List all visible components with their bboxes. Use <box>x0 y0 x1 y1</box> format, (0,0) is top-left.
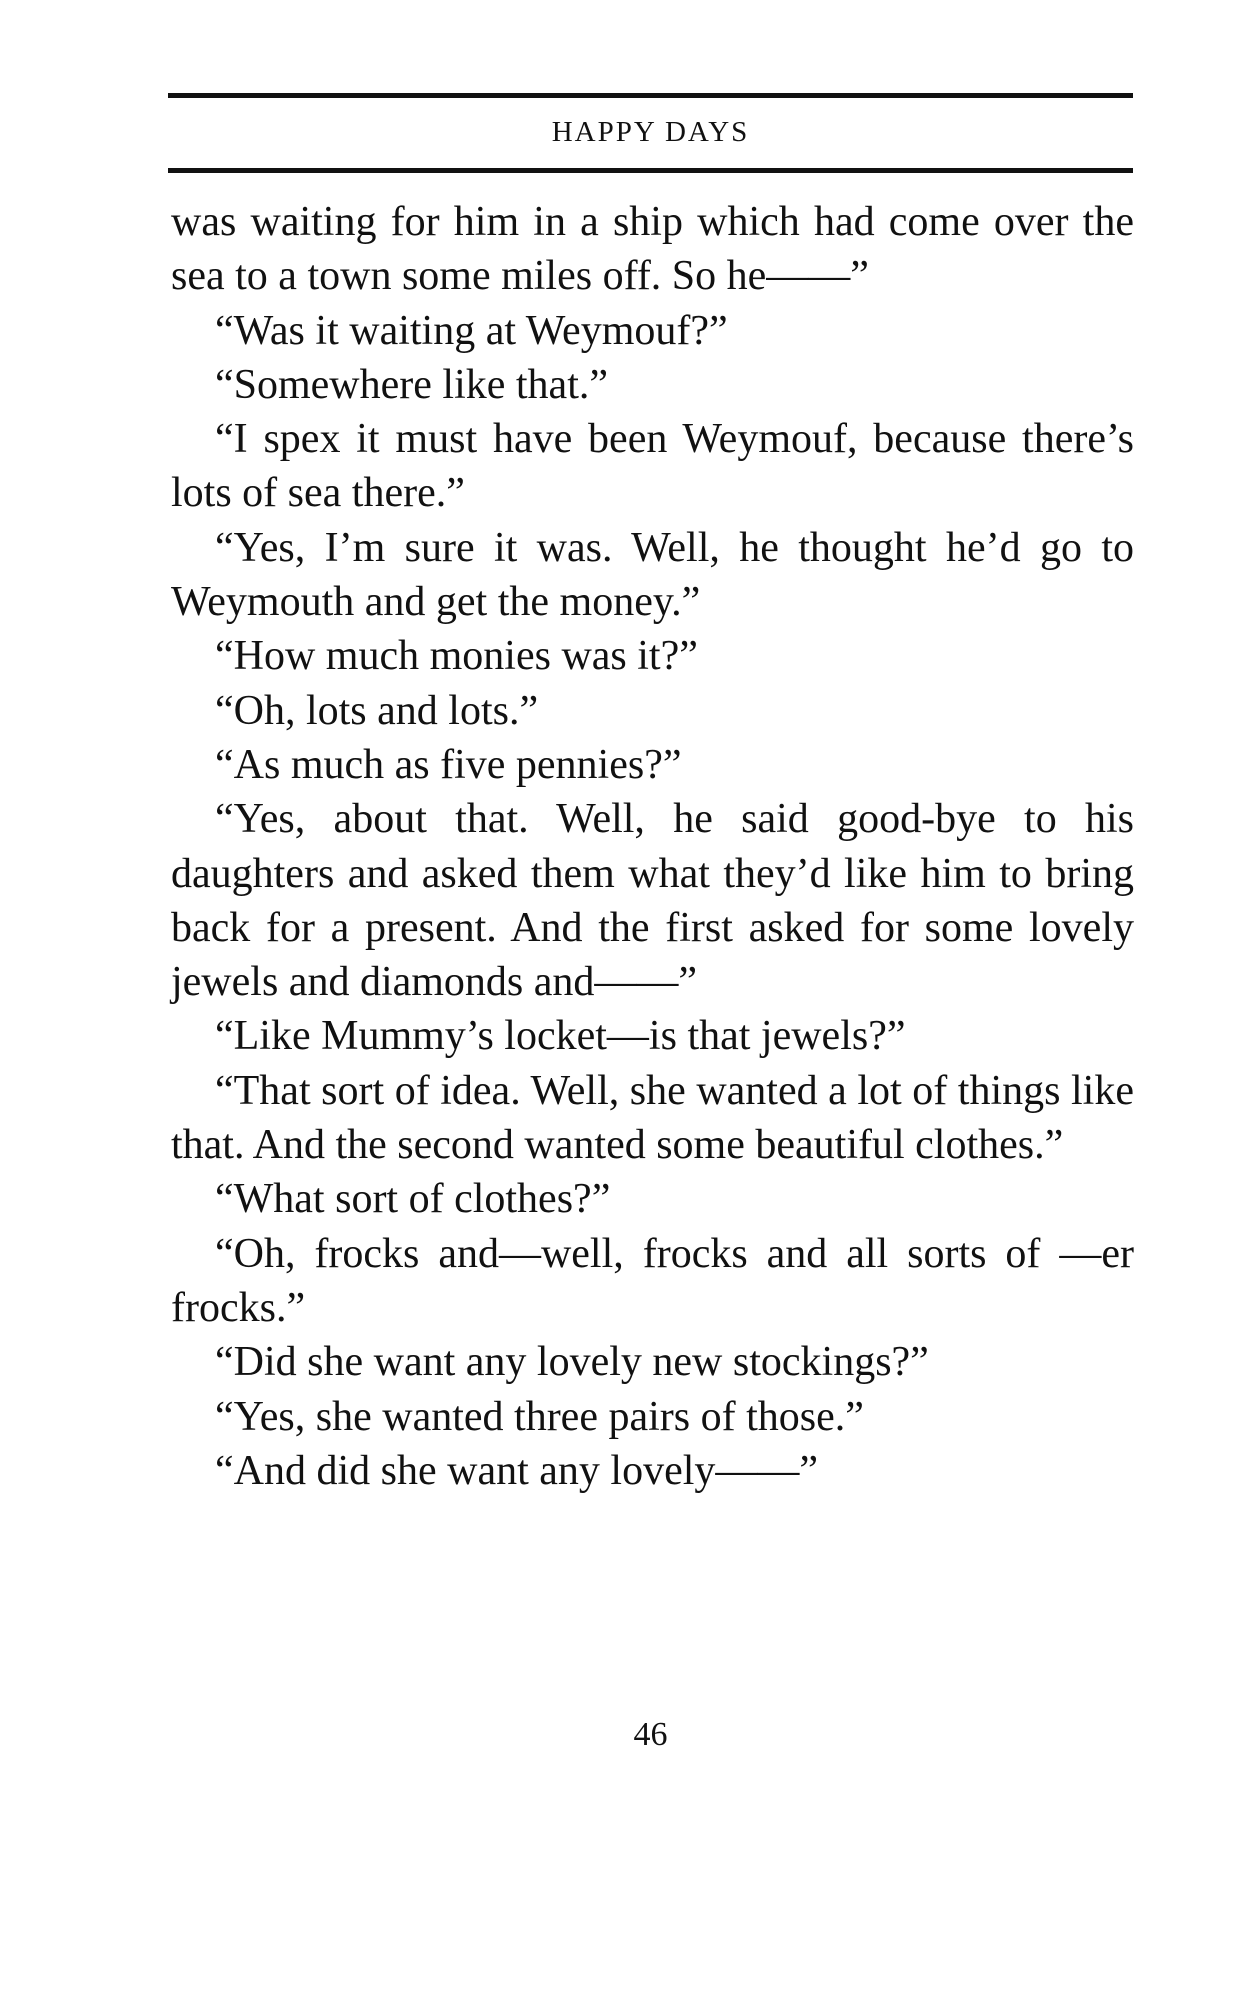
paragraph: “Like Mummy’s locket—is that jewels?” <box>215 1013 906 1060</box>
header-top-rule <box>168 93 1133 98</box>
paragraph: “And did she want any lovely——” <box>215 1447 819 1494</box>
paragraph: “That sort of idea. Well, she wanted a lot of things like that. And the second wanted some beautiful clothes.” <box>171 1067 1134 1169</box>
paragraph: “Was it waiting at Weymouf?” <box>215 307 728 354</box>
running-head: HAPPY DAYS <box>551 116 750 148</box>
paragraph: “Did she want any lovely new stockings?” <box>215 1339 929 1386</box>
paragraph: “Yes, about that. Well, he said good-bye to his daughters and asked them what they’d like him to bring back for a present. And the first asked for some lovely jewels and diamonds and——” <box>171 796 1134 1006</box>
paragraph: “Yes, she wanted three pairs of those.” <box>215 1393 864 1440</box>
page-number: 46 <box>633 1716 668 1753</box>
paragraph: “Oh, lots and lots.” <box>215 687 539 734</box>
paragraph: “As much as five pennies?” <box>215 741 682 788</box>
paragraph: “Yes, I’m sure it was. Well, he thought he’d go to Weymouth and get the money.” <box>171 524 1134 626</box>
paragraph: “Somewhere like that.” <box>215 361 609 408</box>
paragraph: “What sort of clothes?” <box>215 1176 611 1223</box>
paragraph: “I spex it must have been Weymouf, because there’s lots of sea there.” <box>171 416 1134 517</box>
paragraph: was waiting for him in a ship which had come over the sea to a town some miles off. So he——” <box>171 199 1134 300</box>
paragraph: “How much monies was it?” <box>215 633 698 680</box>
body-text <box>171 195 1134 1498</box>
header-bottom-rule <box>168 168 1133 173</box>
paragraph: “Oh, frocks and—well, frocks and all sorts of —er frocks.” <box>171 1230 1134 1331</box>
